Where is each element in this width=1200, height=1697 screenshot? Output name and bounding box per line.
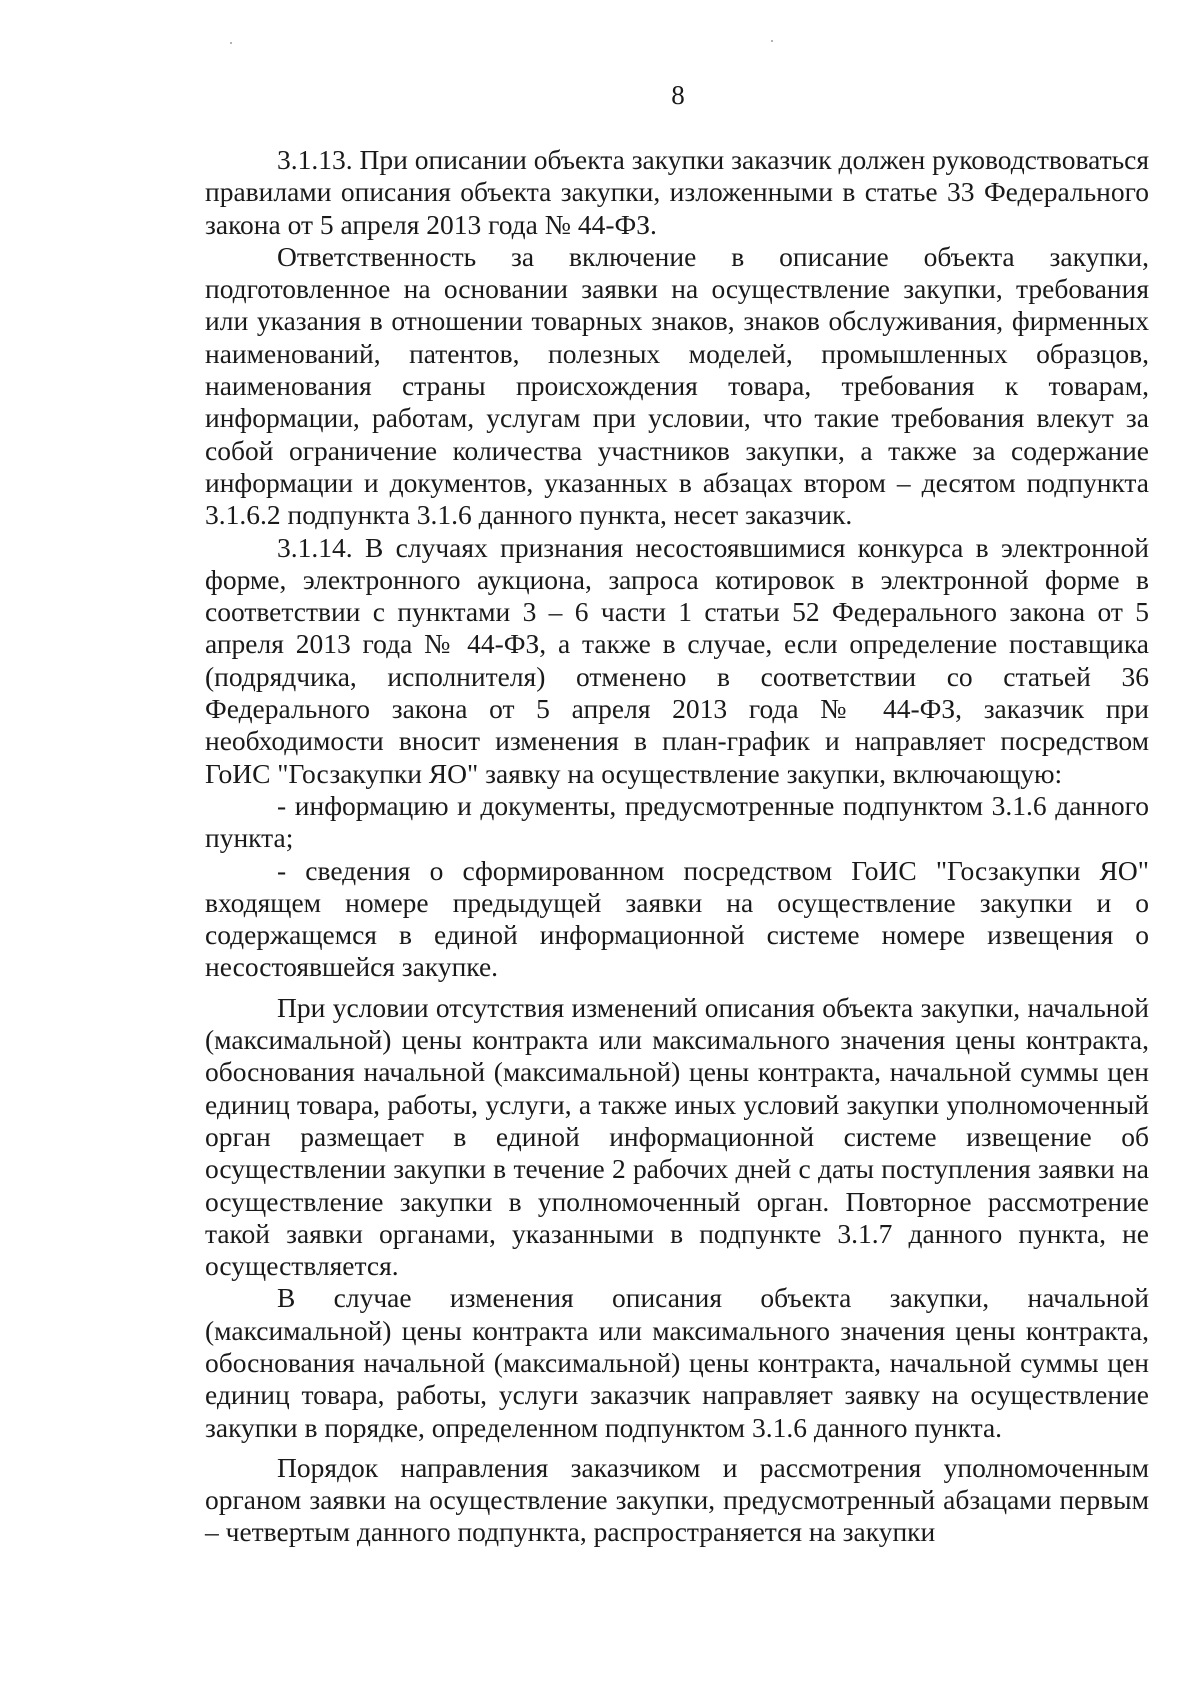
list-item-documents: - информацию и документы, предусмотренные подпунктом 3.1.6 данного пункта;: [205, 789, 1149, 854]
paragraph-3-1-13: 3.1.13. При описании объекта закупки заказчик должен руководствоваться правилами описания объекта закупки, изложенными в статье 33 Федерального закона от 5 апреля 2013 года № 44-ФЗ.: [205, 144, 1149, 240]
paragraph-3-1-14: 3.1.14. В случаях признания несостоявшимися конкурса в электронной форме, электронного аукциона, запроса котировок в электронной форме в соответствии с пунктами 3 – 6 части 1 статьи 52 Федерального закона от 5 апреля 2013 года № 44-ФЗ, а также в случае, если определение поставщика (подрядчика, исполнителя) отменено в соответствии со статьей 36 Федерального закона от 5 апреля 2013 года № 44-ФЗ, заказчик при необходимости вносит изменения в план-график и направляет посредством ГоИС "Госзакупки ЯО" заявку на осуществление закупки, включающую:: [205, 531, 1149, 789]
page-number: 8: [671, 80, 685, 110]
list-item-request-number: - сведения о сформированном посредством ГоИС "Госзакупки ЯО" входящем номере предыдущей заявки на осуществление закупки и о содержащемся в единой информационной системе номере извещения о несостоявшейся закупке.: [205, 854, 1149, 983]
paragraph-no-changes: При условии отсутствия изменений описания объекта закупки, начальной (максимальной) цены контракта или максимального значения цены контракта, обоснования начальной (максимальной) цены контракта, начальной суммы цен единиц товара, работы, услуги, а также иных условий закупки уполномоченный орган размещает в единой информационной системе извещение об осуществлении закупки в течение 2 рабочих дней с даты поступления заявки на осуществление закупки в уполномоченный орган. Повторное рассмотрение такой заявки органами, указанными в подпункте 3.1.7 данного пункта, не осуществляется.: [205, 991, 1149, 1282]
scan-speck: [230, 42, 232, 44]
paragraph-procedure: Порядок направления заказчиком и рассмотрения уполномоченным органом заявки на осуществление закупки, предусмотренный абзацами первым – четвертым данного подпункта, распространяется на закупки: [205, 1451, 1149, 1548]
scan-speck: [771, 40, 773, 42]
document-body: [205, 144, 1149, 1549]
paragraph-changes: В случае изменения описания объекта закупки, начальной (максимальной) цены контракта или максимального значения цены контракта, обоснования начальной (максимальной) цены контракта, начальной суммы цен единиц товара, работы, услуги заказчик направляет заявку на осуществление закупки в порядке, определенном подпунктом 3.1.6 данного пункта.: [205, 1282, 1149, 1443]
paragraph-responsibility: Ответственность за включение в описание объекта закупки, подготовленное на основании заявки на осуществление закупки, требования или указания в отношении товарных знаков, знаков обслуживания, фирменных наименований, патентов, полезных моделей, промышленных образцов, наименования страны происхождения товара, требования к товарам, информации, работам, услугам при условии, что такие требования влекут за собой ограничение количества участников закупки, а также за содержание информации и документов, указанных в абзацах втором – десятом подпункта 3.1.6.2 подпункта 3.1.6 данного пункта, несет заказчик.: [205, 240, 1149, 531]
